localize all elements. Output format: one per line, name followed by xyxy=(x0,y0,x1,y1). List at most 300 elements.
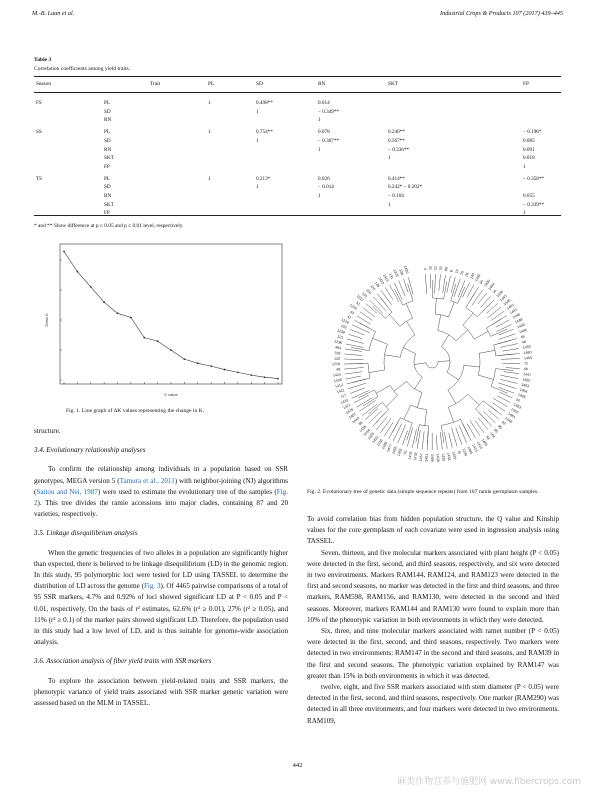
table-cell-value: − 0.349** xyxy=(318,108,340,115)
table-cell-value: 0.754** xyxy=(256,129,273,136)
tree-leaf-label: 1440 xyxy=(351,416,361,425)
tree-internal-branch xyxy=(441,335,448,347)
tree-leaf-label: 48 xyxy=(523,366,528,372)
running-header-authors: M.-B. Luan et al. xyxy=(32,10,75,17)
tree-leaf-branch xyxy=(407,428,412,447)
tree-leaf-label: 1433 xyxy=(367,431,376,441)
tree-leaf-branch xyxy=(500,379,517,383)
tree-internal-branch xyxy=(373,338,388,344)
tree-leaf-branch xyxy=(436,435,437,450)
tree-leaf-branch xyxy=(467,424,475,439)
tree-leaf-branch xyxy=(483,411,495,423)
figure1-data-point xyxy=(197,362,199,364)
tree-leaf-branch xyxy=(366,304,377,314)
tree-leaf-label: 8 xyxy=(449,269,454,273)
figure-ref-3[interactable]: Fig. 3 xyxy=(143,582,161,591)
tree-leaf-branch xyxy=(381,290,392,305)
tree-leaf-label: 1454 xyxy=(487,282,496,292)
tree-leaf-label: 1455 xyxy=(391,445,399,455)
tree-leaf-label: 125 xyxy=(369,284,377,292)
table-cell-trait: RN xyxy=(104,146,112,153)
figure1-caption: Fig. 1. Line graph of ΔK values representing the change in K. xyxy=(66,408,205,414)
tree-leaf-label: 50 xyxy=(515,397,521,403)
tree-leaf-label: 75 xyxy=(456,449,462,455)
tree-leaf-label: 318 xyxy=(334,350,341,356)
tree-leaf-label: 25 xyxy=(459,270,465,276)
tree-internal-branch xyxy=(389,314,400,326)
tree-leaf-branch xyxy=(390,285,399,302)
tree-internal-branch xyxy=(394,381,407,391)
tree-leaf-label: 102 xyxy=(340,323,348,330)
tree-leaf-branch xyxy=(493,398,508,407)
tree-leaf-label: 1486 xyxy=(381,441,389,451)
table-cell-value: 0.242* − 0.202* xyxy=(388,184,423,191)
tree-leaf-label: 1448 xyxy=(514,317,524,325)
tree-leaf-label: 16 xyxy=(491,288,498,295)
tree-leaf-branch xyxy=(480,296,490,307)
tree-leaf-label: 1455 xyxy=(480,438,489,447)
table-cell-season: FS xyxy=(36,100,42,106)
tree-leaf-label: 1411 xyxy=(336,388,345,395)
figure1-data-point xyxy=(117,312,119,314)
paragraph-linkage: When the genetic frequencies of two alleles in a population are significantly higher than expected, there is believed to be linkage disequilibrium (LD) in the genomic region. In this study, 95 polymorphic loci were tested for LD using TASSEL to determine the distribution of LD across the genome (Fig. 3). Of 4465 pairwise comparisons of a total of 95 SSR markers, 4.7% and 0.92% of loci showed significant LD at P < 0.05 and P < 0.01, respectively. On the basis of r² estimates, 62.6% (r² ≥ 0.01), 27% (r² ≥ 0.05), and 11% (r² ≥ 0.1) of the marker pairs showed significant LD. Therefore, the population used in this study had a low level of LD, and is thus suitable for genome-wide association analysis. xyxy=(34,548,288,647)
figure2-caption: Fig. 2. Evolutionary tree of genetic data (simple sequence repeats) from 107 ramie germplasm samples. xyxy=(307,489,539,495)
tree-leaf-label: 1436 xyxy=(358,424,368,433)
tree-internal-branch xyxy=(386,395,397,406)
figure1-data-point xyxy=(277,378,279,380)
tree-leaf-branch xyxy=(500,344,518,348)
tree-branch-arc xyxy=(368,363,370,378)
figure1-data-point xyxy=(130,317,132,319)
tree-leaf-label: 1325 xyxy=(392,268,400,278)
tree-leaf-label: 1463 xyxy=(512,402,522,410)
tree-branch-arc xyxy=(403,301,413,305)
tree-leaf-label: 29 xyxy=(464,272,470,278)
table-cell-value: 0.246** xyxy=(388,129,405,136)
tree-leaf-label: 128 xyxy=(398,268,405,276)
table-cell-value: 1 xyxy=(523,210,526,217)
table-cell-value: 0.026 xyxy=(318,175,330,182)
tree-branch-arc xyxy=(426,362,438,368)
tree-internal-branch xyxy=(479,350,495,353)
tree-internal-branch xyxy=(369,370,385,373)
section-heading-3-4: 3.4. Evolutionary relationship analyses xyxy=(34,446,146,455)
tree-leaf-label: 1432 xyxy=(371,435,380,444)
tree-leaf-branch xyxy=(447,276,451,293)
tree-leaf-label: 1465 xyxy=(517,392,527,400)
tree-branch-arc xyxy=(382,402,388,409)
table-cell-trait: SKT xyxy=(104,201,114,208)
figure1-series-line xyxy=(64,251,278,378)
tree-branch-arc xyxy=(384,344,387,370)
citation-tamura[interactable]: Tamura et al., 2011 xyxy=(119,476,175,485)
tree-leaf-label: 1410 xyxy=(475,440,484,450)
table-cell-value: 1 xyxy=(208,100,211,106)
table-header-season: Season xyxy=(36,81,52,87)
tree-branch-arc xyxy=(374,390,378,396)
table-cell-value: 1 xyxy=(208,175,211,182)
tree-leaf-label: 1453 xyxy=(520,382,530,389)
tree-branch-arc xyxy=(385,312,392,318)
tree-branch-arc xyxy=(411,405,427,410)
tree-leaf-branch xyxy=(425,274,427,294)
tree-branch-arc xyxy=(438,331,456,341)
table-cell-trait: PL xyxy=(104,129,111,136)
tree-leaf-label: 1478 xyxy=(413,452,419,461)
figure1-data-point xyxy=(210,365,212,367)
tree-leaf-branch xyxy=(475,421,484,433)
tree-leaf-label: 1432 xyxy=(376,438,384,448)
tree-branch-arc xyxy=(448,394,467,407)
section-heading-3-5: 3.5. Linkage disequilibrium analysis xyxy=(34,529,138,538)
tree-leaf-label: 1412 xyxy=(334,383,344,389)
tree-leaf-label: 1478 xyxy=(345,407,355,416)
table-cell-value: − 0.358** xyxy=(523,175,545,182)
tree-leaf-label: 1407 xyxy=(348,412,358,420)
tree-leaf-branch xyxy=(498,383,516,389)
figure1-data-point xyxy=(157,340,159,342)
tree-leaf-label: 1219 xyxy=(340,317,350,325)
paragraph-ramet-number: Six, three, and nine molecular markers associated with ramet number (P < 0.05) were detected in the first, second, and third seasons, respectively. Two markers were detected in two environments: RAM147 in the second and third seasons, and RAM39 in the first and second seasons. The phenotypic variation explained by RAM147 was greater than 15% in both environments in which it was detected. xyxy=(307,627,559,680)
tree-branch-arc xyxy=(400,335,415,357)
table-cell-trait: FP xyxy=(104,163,110,170)
tree-leaf-branch xyxy=(408,277,413,294)
table-cell-value: 0.018 xyxy=(523,155,535,162)
tree-leaf-label: 100 xyxy=(469,272,476,280)
tree-leaf-label: 120 xyxy=(333,356,341,361)
tree-leaf-branch xyxy=(360,312,373,321)
tree-leaf-label: 1459 xyxy=(523,356,532,361)
table-cell-value: 1 xyxy=(256,137,259,144)
table-header-rn: RN xyxy=(318,81,326,87)
table-cell-trait: PL xyxy=(104,100,111,106)
tree-leaf-label: 1476 xyxy=(407,451,414,460)
tree-leaf-label: 51 xyxy=(403,449,409,455)
tree-leaf-branch xyxy=(345,372,362,374)
table-cell-value: 1 xyxy=(318,117,321,124)
figure1-data-point xyxy=(250,374,252,376)
table-cell-trait: PL xyxy=(104,175,111,182)
tree-leaf-label: 1441 xyxy=(506,302,515,311)
tree-leaf-label: 1465 xyxy=(396,447,403,457)
tree-leaf-label: 1419 xyxy=(340,398,349,405)
tree-branch-arc xyxy=(448,365,464,389)
tree-leaf-branch xyxy=(380,418,391,433)
tree-branch-arc xyxy=(401,418,413,423)
tree-leaf-label: 1224 xyxy=(461,447,468,457)
tree-leaf-branch xyxy=(344,359,363,360)
tree-leaf-label: 90 xyxy=(478,279,485,285)
paragraph-stem-diameter: twelve, eight, and five SSR markers associated with stem diameter (P < 0.05) were detected in the first, second, and third seasons, respectively. One marker (RAM290) was detected in all three environments, and four markers were detected in two environments. RAM109, xyxy=(307,683,559,725)
tree-leaf-label: 1420 xyxy=(403,265,410,274)
figure1-ylabel: Delta K xyxy=(44,313,49,327)
tree-leaf-label: 1292 xyxy=(474,273,482,283)
tree-internal-branch xyxy=(376,385,390,393)
tree-internal-branch xyxy=(406,321,415,335)
table-cell-value: 0.567** xyxy=(388,137,405,144)
figure1-data-point xyxy=(264,376,266,378)
tree-internal-branch xyxy=(435,298,436,314)
tree-leaf-label: 31 xyxy=(428,265,433,271)
tree-leaf-label: 1447 xyxy=(522,372,532,378)
figure1-data-point xyxy=(90,286,92,288)
section-heading-3-6: 3.6. Association analysis of fiber yield traits with SSR markers xyxy=(34,657,212,666)
tree-leaf-label: 33 xyxy=(438,266,444,271)
tree-leaf-label: 1436 xyxy=(495,289,505,299)
tree-leaf-branch xyxy=(369,411,382,423)
tree-internal-branch xyxy=(448,390,456,404)
tree-leaf-label: 117 xyxy=(340,393,347,399)
tree-leaf-label: 72 xyxy=(523,361,529,366)
paragraph-correlation-bias: To avoid correlation bias from hidden population structure, the Q value and Kinship values for the core germplasm of each covariate were used in ingression analysis using TASSEL. xyxy=(307,515,559,546)
tree-leaf-label: 1413 xyxy=(382,273,390,283)
tree-leaf-branch xyxy=(491,311,504,320)
tree-internal-branch xyxy=(447,372,459,380)
left-text-column xyxy=(34,426,288,709)
table-bottom-rule xyxy=(34,215,561,216)
tree-leaf-branch xyxy=(344,354,362,356)
tree-leaf-label: 86 xyxy=(357,420,364,427)
tree-leaf-label: 1452 xyxy=(521,377,531,383)
tree-internal-branch xyxy=(417,392,422,407)
figure1-data-point xyxy=(143,337,145,339)
tree-internal-branch xyxy=(496,369,514,371)
tree-internal-branch xyxy=(395,289,403,305)
tree-leaf-branch xyxy=(403,279,408,293)
tree-leaf-label: 1445 xyxy=(502,298,512,307)
tree-branch-arc xyxy=(441,347,450,372)
tree-internal-branch xyxy=(406,303,412,318)
tree-leaf-branch xyxy=(350,388,365,394)
paragraph-evolutionary: To confirm the relationship among individuals in a population based on SSR genotypes, MEGA version 5 (Tamura et al., 2011) with neighbor-joining (NJ) algorithms (Saitou and Nei, 1987) were used to estimate the evolutionary tree of the samples (Fig. 2). This tree divides the ramie accessions into major clades, containing 87 and 20 varieties, respectively. xyxy=(34,465,289,519)
table-cell-value: 1 xyxy=(256,184,259,191)
tree-leaf-label: 1450 xyxy=(522,344,532,350)
tree-leaf-label: 1429 xyxy=(451,451,457,460)
tree-leaf-branch xyxy=(463,424,472,441)
table-cell-value: 0.085 xyxy=(523,137,535,144)
tree-leaf-label: 14 xyxy=(454,268,460,274)
tree-leaf-branch xyxy=(492,403,505,412)
tree-leaf-label: 83 xyxy=(500,420,507,426)
figure1-data-point xyxy=(237,371,239,373)
table-top-rule xyxy=(34,76,561,77)
tree-leaf-label: 1438 xyxy=(435,453,441,462)
table-cell-value: 0.014 xyxy=(318,100,330,106)
tree-branch-arc xyxy=(451,301,458,304)
tree-internal-branch xyxy=(441,425,444,443)
table-header-trait: Trait xyxy=(150,81,161,87)
tree-leaf-branch xyxy=(344,367,363,369)
table-cell-value: 1 xyxy=(388,201,391,208)
tree-leaf-branch xyxy=(478,418,488,430)
tree-leaf-label: 1434 xyxy=(362,428,372,437)
tree-leaf-label: 1424 xyxy=(332,372,342,378)
tree-leaf-branch xyxy=(372,413,384,426)
table-cell-trait: SD xyxy=(104,137,111,144)
right-text-column xyxy=(307,514,559,727)
tree-leaf-label: 1421 xyxy=(342,402,352,411)
tree-internal-branch xyxy=(438,361,450,362)
table-title: Table 3 xyxy=(34,57,52,63)
tree-leaf-branch xyxy=(499,392,512,398)
tree-leaf-label: 1448 xyxy=(518,328,528,335)
tree-leaf-branch xyxy=(349,334,363,339)
tree-leaf-branch xyxy=(444,432,447,448)
tree-leaf-branch xyxy=(422,431,424,449)
tree-leaf-branch xyxy=(449,433,452,448)
table-cell-value: 0.091 xyxy=(523,146,535,153)
page-number: 442 xyxy=(292,762,303,769)
tree-leaf-branch xyxy=(345,349,362,352)
tree-leaf-branch xyxy=(502,349,519,352)
figure1-data-point xyxy=(183,358,185,360)
figure2-evolutionary-tree xyxy=(304,236,560,476)
tree-leaf-branch xyxy=(440,432,442,449)
paragraph-plant-height: Seven, thirteen, and five molecular markers associated with plant height (P < 0.05) were detected in the first, second, and third seasons, respectively, and six were detected in two environments. Markers RAM144, RAM124, and RAM123 were detected in the first and second seasons, no marker was detected in the first and third seasons, and three markers, RAM598, RAM156, and RAM130, were detected in the second and third seasons. Moreover, markers RAM144 and RAM130 were found to explain more than 10% of the phenotypic variation in both environments in which they were detected. xyxy=(307,548,559,624)
tree-leaf-branch xyxy=(489,405,502,415)
table-cell-trait: RN xyxy=(104,117,112,124)
tree-leaf-branch xyxy=(346,344,363,348)
tree-internal-branch xyxy=(414,363,426,365)
tree-leaf-label: 1410 xyxy=(377,276,385,286)
tree-leaf-label: 53 xyxy=(484,434,491,441)
tree-internal-branch xyxy=(463,313,473,325)
tree-leaf-branch xyxy=(398,425,406,443)
tree-leaf-branch xyxy=(347,379,366,384)
tree-internal-branch xyxy=(415,377,423,389)
tree-leaf-branch xyxy=(439,274,441,291)
tree-internal-branch xyxy=(407,423,413,440)
tree-leaf-label: 49 xyxy=(521,339,527,345)
table-cell-value: − 0.104 xyxy=(388,193,404,199)
tree-internal-branch xyxy=(451,284,456,301)
tree-internal-branch xyxy=(358,390,374,398)
tree-internal-branch xyxy=(464,365,480,367)
tree-branch-arc xyxy=(407,381,423,392)
tree-leaf-branch xyxy=(376,416,387,430)
table-caption: Correlation coefficients among yield traits. xyxy=(34,66,131,72)
tree-leaf-branch xyxy=(384,422,393,436)
citation-saitou[interactable]: Saitou and Nei, 1987 xyxy=(36,487,98,496)
tree-leaf-label: 131 xyxy=(388,272,395,280)
table-cell-value: − 0.336** xyxy=(388,146,410,153)
tree-leaf-label: 136 xyxy=(373,280,381,289)
tree-leaf-branch xyxy=(501,359,520,360)
tree-leaf-branch xyxy=(506,368,520,369)
tree-leaf-label: 1457 xyxy=(418,453,424,462)
tree-branch-arc xyxy=(441,419,460,425)
table-cell-value: 1 xyxy=(388,155,391,162)
tree-leaf-label: 1442 xyxy=(509,307,518,316)
tree-leaf-branch xyxy=(504,372,520,374)
tree-internal-branch xyxy=(403,348,416,354)
table-cell-value: 1 xyxy=(318,146,321,153)
table-cell-value: 0.414** xyxy=(388,175,405,182)
table-cell-value: 1 xyxy=(208,129,211,136)
tree-leaf-label: 1227 xyxy=(355,294,365,303)
table-header-fp: FP xyxy=(523,81,529,87)
tree-leaf-label: 1435 xyxy=(440,453,446,462)
tree-leaf-label: 1428 xyxy=(333,377,343,384)
tree-leaf-label: 1000 xyxy=(483,279,492,288)
tree-branch-arc xyxy=(466,308,477,317)
table-cell-value: 0.213* xyxy=(256,175,271,182)
figure1-xlabel: K value xyxy=(164,392,178,397)
tree-internal-branch xyxy=(474,331,488,339)
tree-leaf-label: 6 xyxy=(422,268,428,271)
tree-leaf-branch xyxy=(402,431,407,445)
table-cell-value: 1 xyxy=(256,108,259,115)
table-cell-trait: SKT xyxy=(104,155,114,162)
figure1-data-point xyxy=(224,369,226,371)
tree-leaf-label: 484 xyxy=(334,345,342,351)
tree-leaf-label: 65 xyxy=(444,266,449,272)
table-cell-trait: SD xyxy=(104,108,111,115)
tree-branch-arc xyxy=(463,325,474,339)
figure1-plot-frame xyxy=(60,244,282,384)
tree-leaf-label: 1433 xyxy=(446,452,452,461)
figure1-data-point xyxy=(170,349,172,351)
tree-branch-arc xyxy=(478,353,480,375)
tree-leaf-label: 41 xyxy=(346,314,352,321)
tree-leaf-label: 1448 xyxy=(511,312,521,320)
tree-leaf-branch xyxy=(377,293,388,306)
watermark: 麻类作物营养与施肥网 www.fibercrops.com xyxy=(397,777,581,787)
tree-leaf-branch xyxy=(350,329,364,335)
table-cell-season: TS xyxy=(36,175,43,182)
tree-leaf-branch xyxy=(498,339,516,344)
tree-leaf-label: 1477 xyxy=(386,443,394,453)
tree-leaf-label: 1218 xyxy=(331,362,341,367)
tree-leaf-label: 1413 xyxy=(471,443,479,453)
tree-leaf-label: 116 xyxy=(365,287,373,295)
table-cell-value: 0.498** xyxy=(256,100,273,106)
table-header-pl: PL xyxy=(208,81,215,87)
tree-leaf-label: 1480 xyxy=(430,453,435,463)
tree-leaf-branch xyxy=(352,325,369,333)
figure1-data-point xyxy=(103,301,105,303)
figure1-data-point xyxy=(63,251,65,253)
table-cell-value: 1 xyxy=(318,193,321,199)
tree-leaf-label: 1236 xyxy=(333,339,343,346)
tree-leaf-label: 1462 xyxy=(510,407,520,415)
figure-ref-2[interactable]: Fig. 2 xyxy=(34,487,288,508)
tree-leaf-branch xyxy=(452,428,458,447)
tree-leaf-branch xyxy=(499,334,516,340)
tree-leaf-branch xyxy=(363,308,375,318)
tree-leaf-label: 1451 xyxy=(424,453,429,462)
tree-leaf-label: 1443 xyxy=(499,293,508,303)
tree-leaf-branch xyxy=(412,429,416,447)
tree-leaf-branch xyxy=(500,375,518,378)
tree-leaf-label: 1449 xyxy=(516,322,526,330)
tree-leaf-branch xyxy=(365,408,378,419)
tree-leaf-branch xyxy=(487,307,501,318)
tree-internal-branch xyxy=(449,302,455,317)
tree-internal-branch xyxy=(363,396,378,406)
tree-internal-branch xyxy=(404,405,411,419)
tree-leaf-branch xyxy=(491,316,506,326)
tree-leaf-branch xyxy=(472,290,483,305)
table-cell-trait: RN xyxy=(104,193,112,199)
tree-leaf-branch xyxy=(370,300,384,313)
table-cell-value: − 0.196* xyxy=(523,129,542,136)
table-header-sd: SD xyxy=(256,81,263,87)
table-cell-trait: FP xyxy=(104,210,110,217)
tree-branch-arc xyxy=(414,354,422,377)
tree-leaf-branch xyxy=(435,274,436,294)
tree-branch-arc xyxy=(491,369,495,387)
